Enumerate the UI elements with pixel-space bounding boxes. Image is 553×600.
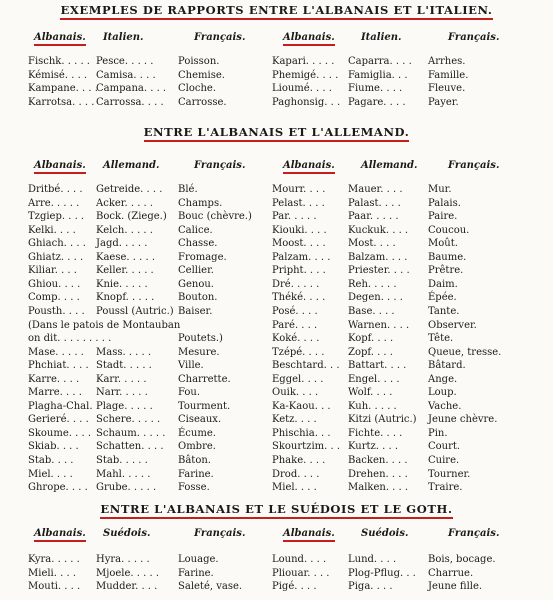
table-cell: Pliouar. . . .	[272, 567, 330, 579]
table-cell: Lund. . . .	[348, 554, 397, 565]
table-cell: Jeune chèvre.	[428, 414, 498, 426]
table-cell: Plog-Pflug. . .	[348, 567, 416, 579]
table-row	[0, 413, 553, 426]
table-row	[0, 346, 553, 359]
table-cell: Saleté, vase.	[178, 581, 243, 593]
table-cell: Mauer. . . .	[348, 184, 403, 195]
section-title-suedois-text: ENTRE L'ALBANAIS ET LE SUÉDOIS ET LE GOTH.	[100, 502, 452, 519]
table-cell: Court.	[428, 441, 461, 453]
table-cell: Skourtzim. . .	[272, 441, 341, 453]
table-cell: Keller. . . . .	[96, 265, 154, 277]
table-cell: Palast. . . .	[348, 197, 401, 209]
header-albanais-1: Albanais.	[34, 32, 86, 46]
table-cell: Pagare. . . .	[348, 96, 406, 108]
table-cell: Schaum. . . . .	[96, 427, 166, 439]
section-title-allemand-text: ENTRE L'ALBANAIS ET L'ALLEMAND.	[144, 125, 410, 142]
table-cell: Payer.	[428, 96, 459, 108]
table-cell: Stab. . . .	[28, 455, 74, 466]
table-cell: Tzépé. . . .	[272, 346, 325, 358]
section-title-italien	[0, 3, 553, 17]
table-cell: Drod. . . .	[272, 468, 320, 480]
table-cell: Hyra. . . . .	[96, 554, 150, 565]
table-row	[0, 481, 553, 494]
table-cell: Moost. . . .	[272, 238, 326, 250]
table-cell: Wolf. . . .	[348, 387, 393, 399]
table-cell: Ketz. . . .	[272, 414, 317, 426]
table-cell: Bouton.	[178, 292, 218, 304]
table-cell: Ghiach. . . .	[28, 238, 86, 250]
table-cell: Kuh. . . . .	[348, 400, 397, 412]
table-cell: Ghiou. . . .	[28, 278, 81, 290]
table-cell: Cuire.	[428, 455, 460, 466]
table-row	[0, 359, 553, 372]
table-cell: Ciseaux.	[178, 414, 222, 426]
table-cell: Warnen. . . .	[348, 319, 410, 331]
table-cell: Grube. . . . .	[96, 482, 157, 494]
section-title-suedois	[0, 502, 553, 516]
table-cell: Phemigé. . . .	[272, 69, 339, 81]
header-albanais-3: Albanais.	[34, 160, 86, 174]
table-cell: Champs.	[178, 197, 223, 209]
header-italien-2: Italien.	[361, 32, 402, 43]
table-cell: Mjoele. . . . .	[96, 567, 160, 579]
table-cell: Kampane. . . .	[28, 83, 98, 95]
table-cell: Kyra. . . . .	[28, 554, 80, 565]
header-row-suedois	[0, 528, 553, 542]
table-cell: Tête.	[428, 333, 454, 345]
table-cell: Tzgiep. . . .	[28, 211, 85, 223]
table-cell: Kémisé. . . .	[28, 69, 88, 81]
table-cell: Karre. . . .	[28, 373, 80, 385]
table-cell: Pripht. . . .	[272, 265, 326, 277]
table-cell: Carrossa. . . .	[96, 96, 164, 108]
table-cell: Drehen. . . .	[348, 468, 408, 480]
table-cell: Coucou.	[428, 224, 470, 236]
table-cell: Famiglia. . .	[348, 69, 408, 81]
table-cell: Baiser.	[178, 305, 213, 317]
table-row	[0, 96, 553, 109]
table-cell: Kurtz. . . .	[348, 441, 399, 453]
table-cell: Fichte. . . .	[348, 427, 403, 439]
table-cell: Pin.	[428, 427, 448, 439]
table-cell: Comp. . . .	[28, 292, 80, 304]
table-cell: Ouik. . . .	[272, 387, 319, 399]
table-cell: Camisa. . . .	[96, 69, 156, 81]
table-cell: Degen. . . .	[348, 292, 403, 304]
table-cell: Battart. . . .	[348, 360, 407, 372]
table-cell: Prêtre.	[428, 265, 464, 277]
table-cell: Daim.	[428, 278, 458, 290]
table-cell: Tourner.	[428, 468, 471, 480]
table-cell: Fou.	[178, 387, 201, 399]
header-francais-3: Français.	[194, 160, 246, 171]
table-cell: Dré. . . . .	[272, 278, 320, 290]
table-row	[0, 197, 553, 210]
table-cell: Bouc (chèvre.)	[178, 211, 252, 223]
table-cell: Arrhes.	[428, 56, 466, 67]
table-cell: Blé.	[178, 184, 198, 195]
table-row	[0, 224, 553, 237]
table-cell: Kopf. . . .	[348, 333, 394, 345]
table-cell: Poussl (Autric.)	[96, 305, 174, 317]
table-row	[0, 251, 553, 264]
table-cell: Beschtard. . .	[272, 360, 340, 372]
table-cell: Karr. . . . .	[96, 373, 147, 385]
table-cell: Paré. . . .	[272, 319, 318, 331]
table-cell: Pelast. . . .	[272, 197, 325, 209]
table-cell: Knopf. . . . .	[96, 292, 155, 304]
table-cell: Gerieré. . . .	[28, 414, 89, 426]
table-cell: Carrosse.	[178, 96, 227, 108]
table-cell: Mase. . . . .	[28, 346, 84, 358]
table-row	[0, 183, 553, 196]
table-cell: Poutets.)	[178, 333, 223, 345]
table-cell: Cellier.	[178, 265, 214, 277]
table-cell: Paar. . . . .	[348, 211, 399, 223]
table-cell: Traire.	[428, 482, 463, 494]
table-row	[0, 332, 553, 345]
table-cell: Ange.	[428, 373, 458, 385]
table-row	[0, 440, 553, 453]
table-cell: Bois, bocage.	[428, 554, 496, 565]
table-cell: (Dans le patois de Montauban	[28, 319, 181, 331]
table-cell: Dritbé. . . .	[28, 184, 83, 195]
table-cell: Chemise.	[178, 69, 225, 81]
table-cell: Fiume. . . .	[348, 83, 403, 95]
section-title-italien-text: EXEMPLES DE RAPPORTS ENTRE L'ALBANAIS ET L'ITALIEN.	[60, 3, 492, 20]
table-cell: Malken. . . .	[348, 482, 409, 494]
table-cell: Pigé. . . .	[272, 581, 317, 593]
table-cell: Phischia. . .	[272, 427, 331, 439]
header-albanais-2: Albanais.	[283, 32, 335, 46]
table-cell: Campana. . . .	[96, 83, 167, 95]
table-cell: Jeune fille.	[428, 581, 483, 593]
section-title-allemand	[0, 125, 553, 139]
table-row	[0, 237, 553, 250]
header-albanais-5: Albanais.	[34, 528, 86, 542]
table-cell: Ombre.	[178, 441, 216, 453]
table-cell: Kaese. . . . .	[96, 251, 156, 263]
table-cell: Cloche.	[178, 83, 217, 95]
table-cell: Palzam. . . .	[272, 251, 331, 263]
table-row	[0, 373, 553, 386]
table-cell: Épée.	[428, 292, 457, 304]
header-italien-1: Italien.	[103, 32, 144, 43]
table-row	[0, 278, 553, 291]
table-cell: Genou.	[178, 278, 214, 290]
table-cell: Base. . . .	[348, 305, 395, 317]
table-row	[0, 305, 553, 318]
header-francais-1: Français.	[194, 32, 246, 43]
table-cell: Stab. . . . .	[96, 455, 148, 466]
table-cell: Karrotsa. . . .	[28, 96, 95, 108]
table-cell: Kelch. . . . .	[96, 224, 153, 236]
table-cell: Tourment.	[178, 400, 231, 412]
table-cell: Fleuve.	[428, 83, 466, 95]
table-cell: Mahl. . . . .	[96, 468, 151, 480]
table-cell: Getreide. . . .	[96, 184, 163, 195]
table-cell: Poisson.	[178, 56, 220, 67]
table-cell: Calice.	[178, 224, 213, 236]
table-row	[0, 386, 553, 399]
table-cell: Mesure.	[178, 346, 220, 358]
table-cell: Jagd. . . . .	[96, 238, 148, 250]
table-cell: Théké. . . .	[272, 292, 326, 304]
table-cell: Kiouki. . . .	[272, 224, 327, 236]
table-cell: Skoume. . . .	[28, 427, 92, 439]
table-cell: Schatten. . . .	[96, 441, 164, 453]
table-cell: Posé. . . .	[272, 305, 318, 317]
table-row	[0, 567, 553, 580]
header-row-italien	[0, 32, 553, 46]
table-cell: Priester. . . .	[348, 265, 410, 277]
table-cell: Pesce. . . . .	[96, 56, 154, 67]
table-cell: Observer.	[428, 319, 477, 331]
table-cell: Chasse.	[178, 238, 218, 250]
table-cell: Knie. . . . .	[96, 278, 148, 290]
table-cell: Paire.	[428, 211, 458, 223]
table-cell: Plagha-Chal.	[28, 400, 93, 412]
table-cell: Bâtard.	[428, 360, 466, 372]
table-cell: Miel. . . .	[28, 468, 73, 480]
table-cell: Vache.	[428, 400, 462, 412]
table-cell: Plage. . . . .	[96, 400, 153, 412]
table-cell: Miel. . . .	[272, 482, 317, 494]
table-cell: Fromage.	[178, 251, 227, 263]
header-francais-4: Français.	[448, 160, 500, 171]
table-cell: Farine.	[178, 567, 214, 579]
table-cell: Skiab. . . .	[28, 441, 79, 453]
table-cell: Kitzi (Autric.)	[348, 414, 417, 426]
table-row	[0, 468, 553, 481]
table-cell: Phake. . . .	[272, 455, 326, 466]
table-cell: Mouti. . . .	[28, 581, 81, 593]
table-cell: Mur.	[428, 184, 452, 195]
table-cell: Mieli. . . .	[28, 567, 77, 579]
table-cell: Phchiat. . . .	[28, 360, 89, 372]
table-cell: Louage.	[178, 554, 219, 565]
table-cell: Écume.	[178, 427, 216, 439]
table-cell: Tante.	[428, 305, 460, 317]
table-row	[0, 69, 553, 82]
table-cell: Charrette.	[178, 373, 231, 385]
table-cell: Kiliar. . . .	[28, 265, 77, 277]
header-suedois-1: Suédois.	[103, 528, 151, 539]
table-cell: Paghonsig. . .	[272, 96, 341, 108]
table-cell: Most. . . .	[348, 238, 396, 250]
table-row	[0, 82, 553, 95]
table-row	[0, 210, 553, 223]
header-allemand-1: Allemand.	[103, 160, 160, 171]
table-cell: Ghrope. . . .	[28, 482, 88, 494]
table-row	[0, 55, 553, 68]
table-cell: Palais.	[428, 197, 461, 209]
table-cell: Bâton.	[178, 455, 211, 466]
table-cell: Balzam. . . .	[348, 251, 408, 263]
table-cell: Reh. . . . .	[348, 278, 397, 290]
table-row	[0, 264, 553, 277]
table-cell: Acker. . . . .	[96, 197, 154, 209]
table-row	[0, 319, 553, 332]
table-cell: Mudder. . . .	[96, 581, 158, 593]
table-cell: Baume.	[428, 251, 467, 263]
table-cell: Moût.	[428, 238, 458, 250]
header-francais-6: Français.	[448, 528, 500, 539]
header-francais-5: Français.	[194, 528, 246, 539]
table-cell: Caparra. . . .	[348, 56, 412, 67]
table-cell: Marre. . . .	[28, 387, 82, 399]
table-cell: Schere. . . . .	[96, 414, 161, 426]
table-cell: Kapari. . . . .	[272, 56, 335, 67]
table-cell: Ghiatz. . . .	[28, 251, 84, 263]
table-cell: Narr. . . . .	[96, 387, 148, 399]
table-cell: Lound. . . .	[272, 554, 327, 565]
header-suedois-2: Suédois.	[361, 528, 409, 539]
table-cell: Fosse.	[178, 482, 210, 494]
table-cell: Par. . . . .	[272, 211, 317, 223]
table-cell: Eggel. . . .	[272, 373, 324, 385]
header-albanais-4: Albanais.	[283, 160, 335, 174]
table-cell: Kuckuk. . . .	[348, 224, 409, 236]
header-row-allemand	[0, 160, 553, 174]
table-cell: Ka-Kaou. . .	[272, 400, 331, 412]
table-cell: Piga. . . .	[348, 581, 393, 593]
table-cell: Mourr. . . .	[272, 184, 326, 195]
table-row	[0, 427, 553, 440]
table-cell: Famille.	[428, 69, 469, 81]
table-cell: on dit. . . . . . . . .	[28, 333, 112, 345]
table-cell: Pousth. . . .	[28, 305, 85, 317]
table-row	[0, 553, 553, 566]
table-cell: Engel. . . .	[348, 373, 400, 385]
table-cell: Stadt. . . . .	[96, 360, 152, 372]
table-cell: Koké. . . .	[272, 333, 320, 345]
table-row	[0, 291, 553, 304]
header-albanais-6: Albanais.	[283, 528, 335, 542]
table-cell: Mass. . . . .	[96, 346, 152, 358]
table-cell: Lioumé. . . .	[272, 83, 332, 95]
table-cell: Ville.	[178, 360, 204, 372]
table-cell: Fischk. . . . .	[28, 56, 90, 67]
table-cell: Arre. . . . .	[28, 197, 80, 209]
table-row	[0, 400, 553, 413]
header-allemand-2: Allemand.	[361, 160, 418, 171]
table-cell: Queue, tresse.	[428, 346, 502, 358]
header-francais-2: Français.	[448, 32, 500, 43]
table-cell: Kelki. . . .	[28, 224, 76, 236]
table-cell: Bock. (Ziege.)	[96, 211, 167, 223]
table-cell: Loup.	[428, 387, 457, 399]
table-cell: Farine.	[178, 468, 214, 480]
table-cell: Zopf. . . .	[348, 346, 393, 358]
table-cell: Charrue.	[428, 567, 474, 579]
table-row	[0, 454, 553, 467]
table-cell: Backen. . . .	[348, 455, 408, 466]
table-row	[0, 580, 553, 593]
